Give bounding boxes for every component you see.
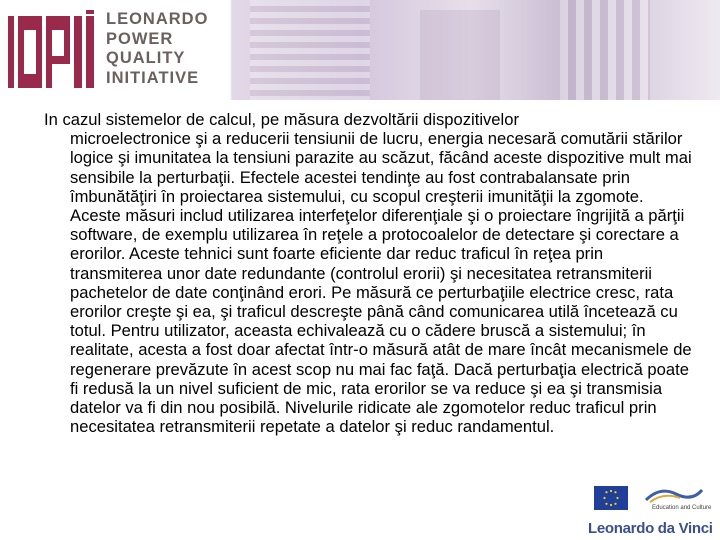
logo-line: QUALITY bbox=[106, 49, 186, 67]
banner-background-photo bbox=[420, 10, 500, 100]
education-and-culture-caption: Education and Culture bbox=[652, 505, 712, 511]
banner-background-photo bbox=[250, 0, 370, 100]
eu-flag-icon bbox=[594, 486, 628, 510]
education-and-culture-icon bbox=[640, 484, 706, 506]
footer-logos bbox=[580, 480, 720, 540]
header-banner bbox=[0, 0, 720, 100]
logo-line: POWER bbox=[106, 29, 174, 48]
banner-background-photo bbox=[560, 0, 650, 100]
logo-line: LEONARDO bbox=[106, 10, 209, 28]
paragraph-body: microelectronice şi a reducerii tensiunii de lucru, energia necesară comutării stărilor logice şi imunitatea la tensiuni parazite au scăzut, făcând aceste dispozitive mult mai sensibile la perturbaţii. Efectele acestei tendinţe au fost contrabalansate prin îmbunătăţiri în proiectarea sistemului, cu scopul creşterii imunităţii la zgomote. Aceste măsuri includ utilizarea interfeţelor diferenţiale şi o proiectare îngrijită a părţii software, de exemplu utilizarea în reţele a protocoalelor de detectare şi corectare a erorilor. Aceste tehnici sunt foarte eficiente dar reduc traficul în reţea prin transmiterea unor date redundante (controlul erorii) şi necesitatea retransmiterii pachetelor de date conţinând erori. Pe măsură ce perturbaţiile electrice cresc, rata erorilor creşte şi ea, şi traficul descreşte până când comunicarea utilă încetează cu totul. Pentru utilizator, aceasta echivalează cu o cădere bruscă a sistemului; în realitate, acesta a fost doar afectat într-o măsură atât de mare încât mecanismele de regenerare prevăzute în acest scop nu mai fac faţă. Dacă perturbaţia electrică poate fi redusă la un nivel suficient de mic, rata erorilor se va reduce şi ea şi transmisia datelor va fi din nou posibilă. Nivelurile ridicate ale zgomotelor reduc traficul prin necesitatea retransmiterii repetate a datelor şi reduc randamentul. bbox=[70, 129, 692, 437]
lpqi-logo-icon bbox=[6, 8, 98, 92]
main-paragraph bbox=[44, 110, 694, 436]
leonardo-da-vinci-label: Leonardo da Vinci bbox=[588, 520, 713, 537]
logo-line: INITIATIVE bbox=[106, 68, 200, 87]
paragraph-lead-line: In cazul sistemelor de calcul, pe măsura dezvoltării dispozitivelor bbox=[44, 110, 519, 129]
lpqi-logo-text bbox=[106, 10, 226, 88]
